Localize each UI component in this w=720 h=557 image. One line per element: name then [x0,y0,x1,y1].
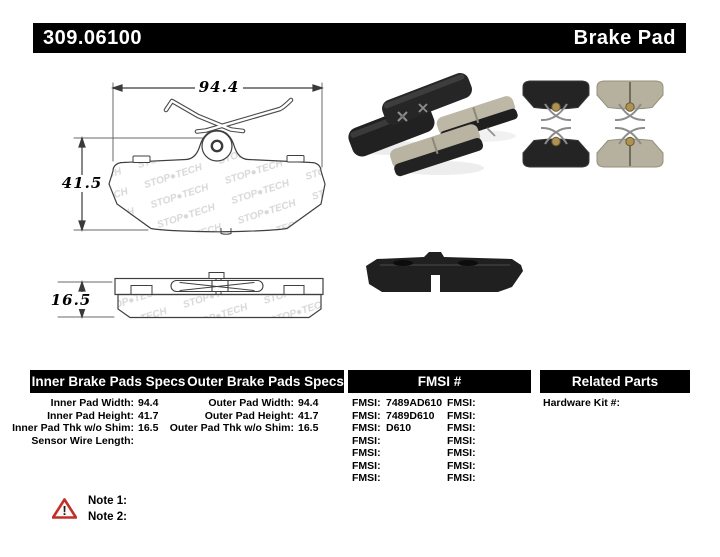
related-row: Hardware Kit #: [543,397,621,409]
fmsi-row: FMSI: D610 [352,422,412,434]
fmsi-row: FMSI: [447,409,476,422]
spec-row: Inner Pad Width: 94.4 [50,397,159,409]
product-photo-grid [523,81,663,167]
fmsi-row: FMSI: [447,397,476,409]
spec-row: Inner Pad Thk w/o Shim: 16.5 [12,422,159,434]
front-view-drawing [74,83,325,234]
warning-triangle-icon [52,498,77,519]
fmsi-row: FMSI: [352,447,381,459]
fmsi-row: FMSI: [352,459,381,472]
fmsi-header-bar [348,370,531,393]
pads-specs-header-bar [30,370,344,393]
part-number: 309.06100 [43,26,143,49]
fmsi-row: FMSI: [447,447,476,459]
related-parts-column [543,397,693,410]
notes-list [88,494,127,525]
pad-hole [212,141,222,151]
note-row: Note 2: [88,510,127,523]
retaining-clip [171,281,263,292]
fmsi-row: FMSI: 7489D610 [352,409,435,422]
dimension-thickness: 16.5 [46,292,96,309]
fmsi-row: FMSI: [447,422,476,434]
side-view-drawing [58,273,323,318]
fmsi-row: FMSI: [352,472,381,484]
svg-text:!: ! [62,503,67,518]
note-row: Note 1: [88,495,127,507]
fmsi-row: FMSI: [352,434,381,447]
related-parts-title: Related Parts [571,374,659,389]
product-name: Brake Pad [573,26,676,49]
sensor-wire [166,100,291,132]
fmsi-column-2 [447,397,539,485]
outer-specs-title: Outer Brake Pads Specs [187,374,344,389]
inner-specs-column [12,397,161,447]
spec-row: Outer Pad Height: 41.7 [204,409,319,422]
dimension-width: 94.4 [195,79,243,96]
product-photo-angled [345,70,518,177]
fmsi-row: FMSI: [447,459,476,472]
dimension-height: 41.5 [58,175,106,192]
inner-specs-title: Inner Brake Pads Specs [31,374,186,389]
fmsi-row: FMSI: 7489AD610 [352,397,443,409]
fmsi-column-1 [352,397,444,485]
spec-row: Outer Pad Thk w/o Shim: 16.5 [169,422,319,434]
fmsi-row: FMSI: [447,434,476,447]
related-parts-header-bar [540,370,690,393]
fmsi-row: FMSI: [447,472,476,484]
product-photo-edge [366,252,523,293]
outer-specs-column [169,397,321,435]
spec-row: Outer Pad Width: 94.4 [208,397,319,409]
spec-row: Inner Pad Height: 41.7 [47,409,159,422]
fmsi-title: FMSI # [417,374,462,389]
spec-row: Sensor Wire Length: [31,434,134,447]
